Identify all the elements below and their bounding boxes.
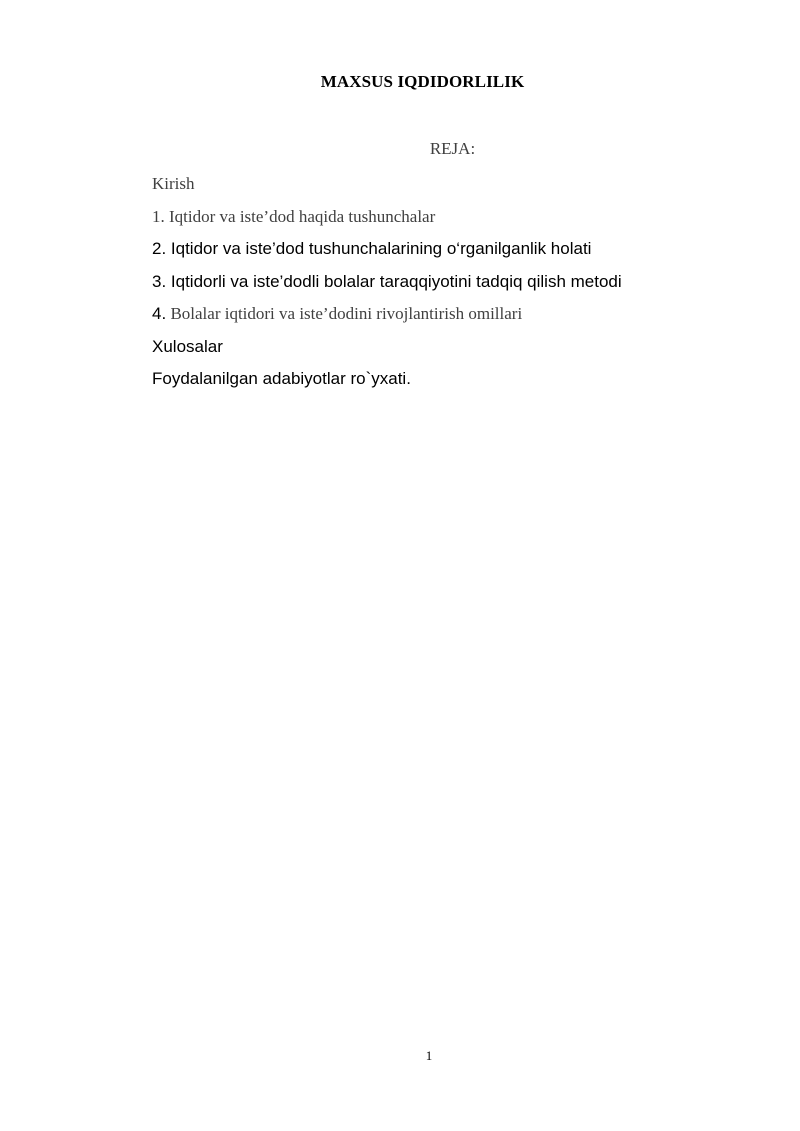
page-number: 1 xyxy=(425,1048,433,1063)
plan-item-4-text: Bolalar iqtidori va iste’dodini rivojlantirish omillari xyxy=(166,304,523,323)
plan-item-conclusions: Xulosalar xyxy=(152,336,223,356)
plan-item-4 xyxy=(152,298,622,331)
plan-item-3: 3. Iqtidorli va iste’dodli bolalar taraqqiyotini tadqiq qilish metodi xyxy=(152,271,622,291)
plan-item-1: 1. Iqtidor va iste’dod haqida tushunchalar xyxy=(152,206,436,226)
plan-item-4-number: 4. xyxy=(152,304,167,323)
plan-item-2: 2. Iqtidor va iste’dod tushunchalarining o‘rganilganlik holati xyxy=(152,239,592,258)
document-title: MAXSUS IQDIDORLILIK xyxy=(320,72,525,91)
plan-heading: REJA: xyxy=(429,139,476,158)
plan-item-references: Foydalanilgan adabiyotlar ro`yxati. xyxy=(152,369,411,388)
plan-item-introduction: Kirish xyxy=(152,174,195,193)
plan-list xyxy=(152,168,622,396)
